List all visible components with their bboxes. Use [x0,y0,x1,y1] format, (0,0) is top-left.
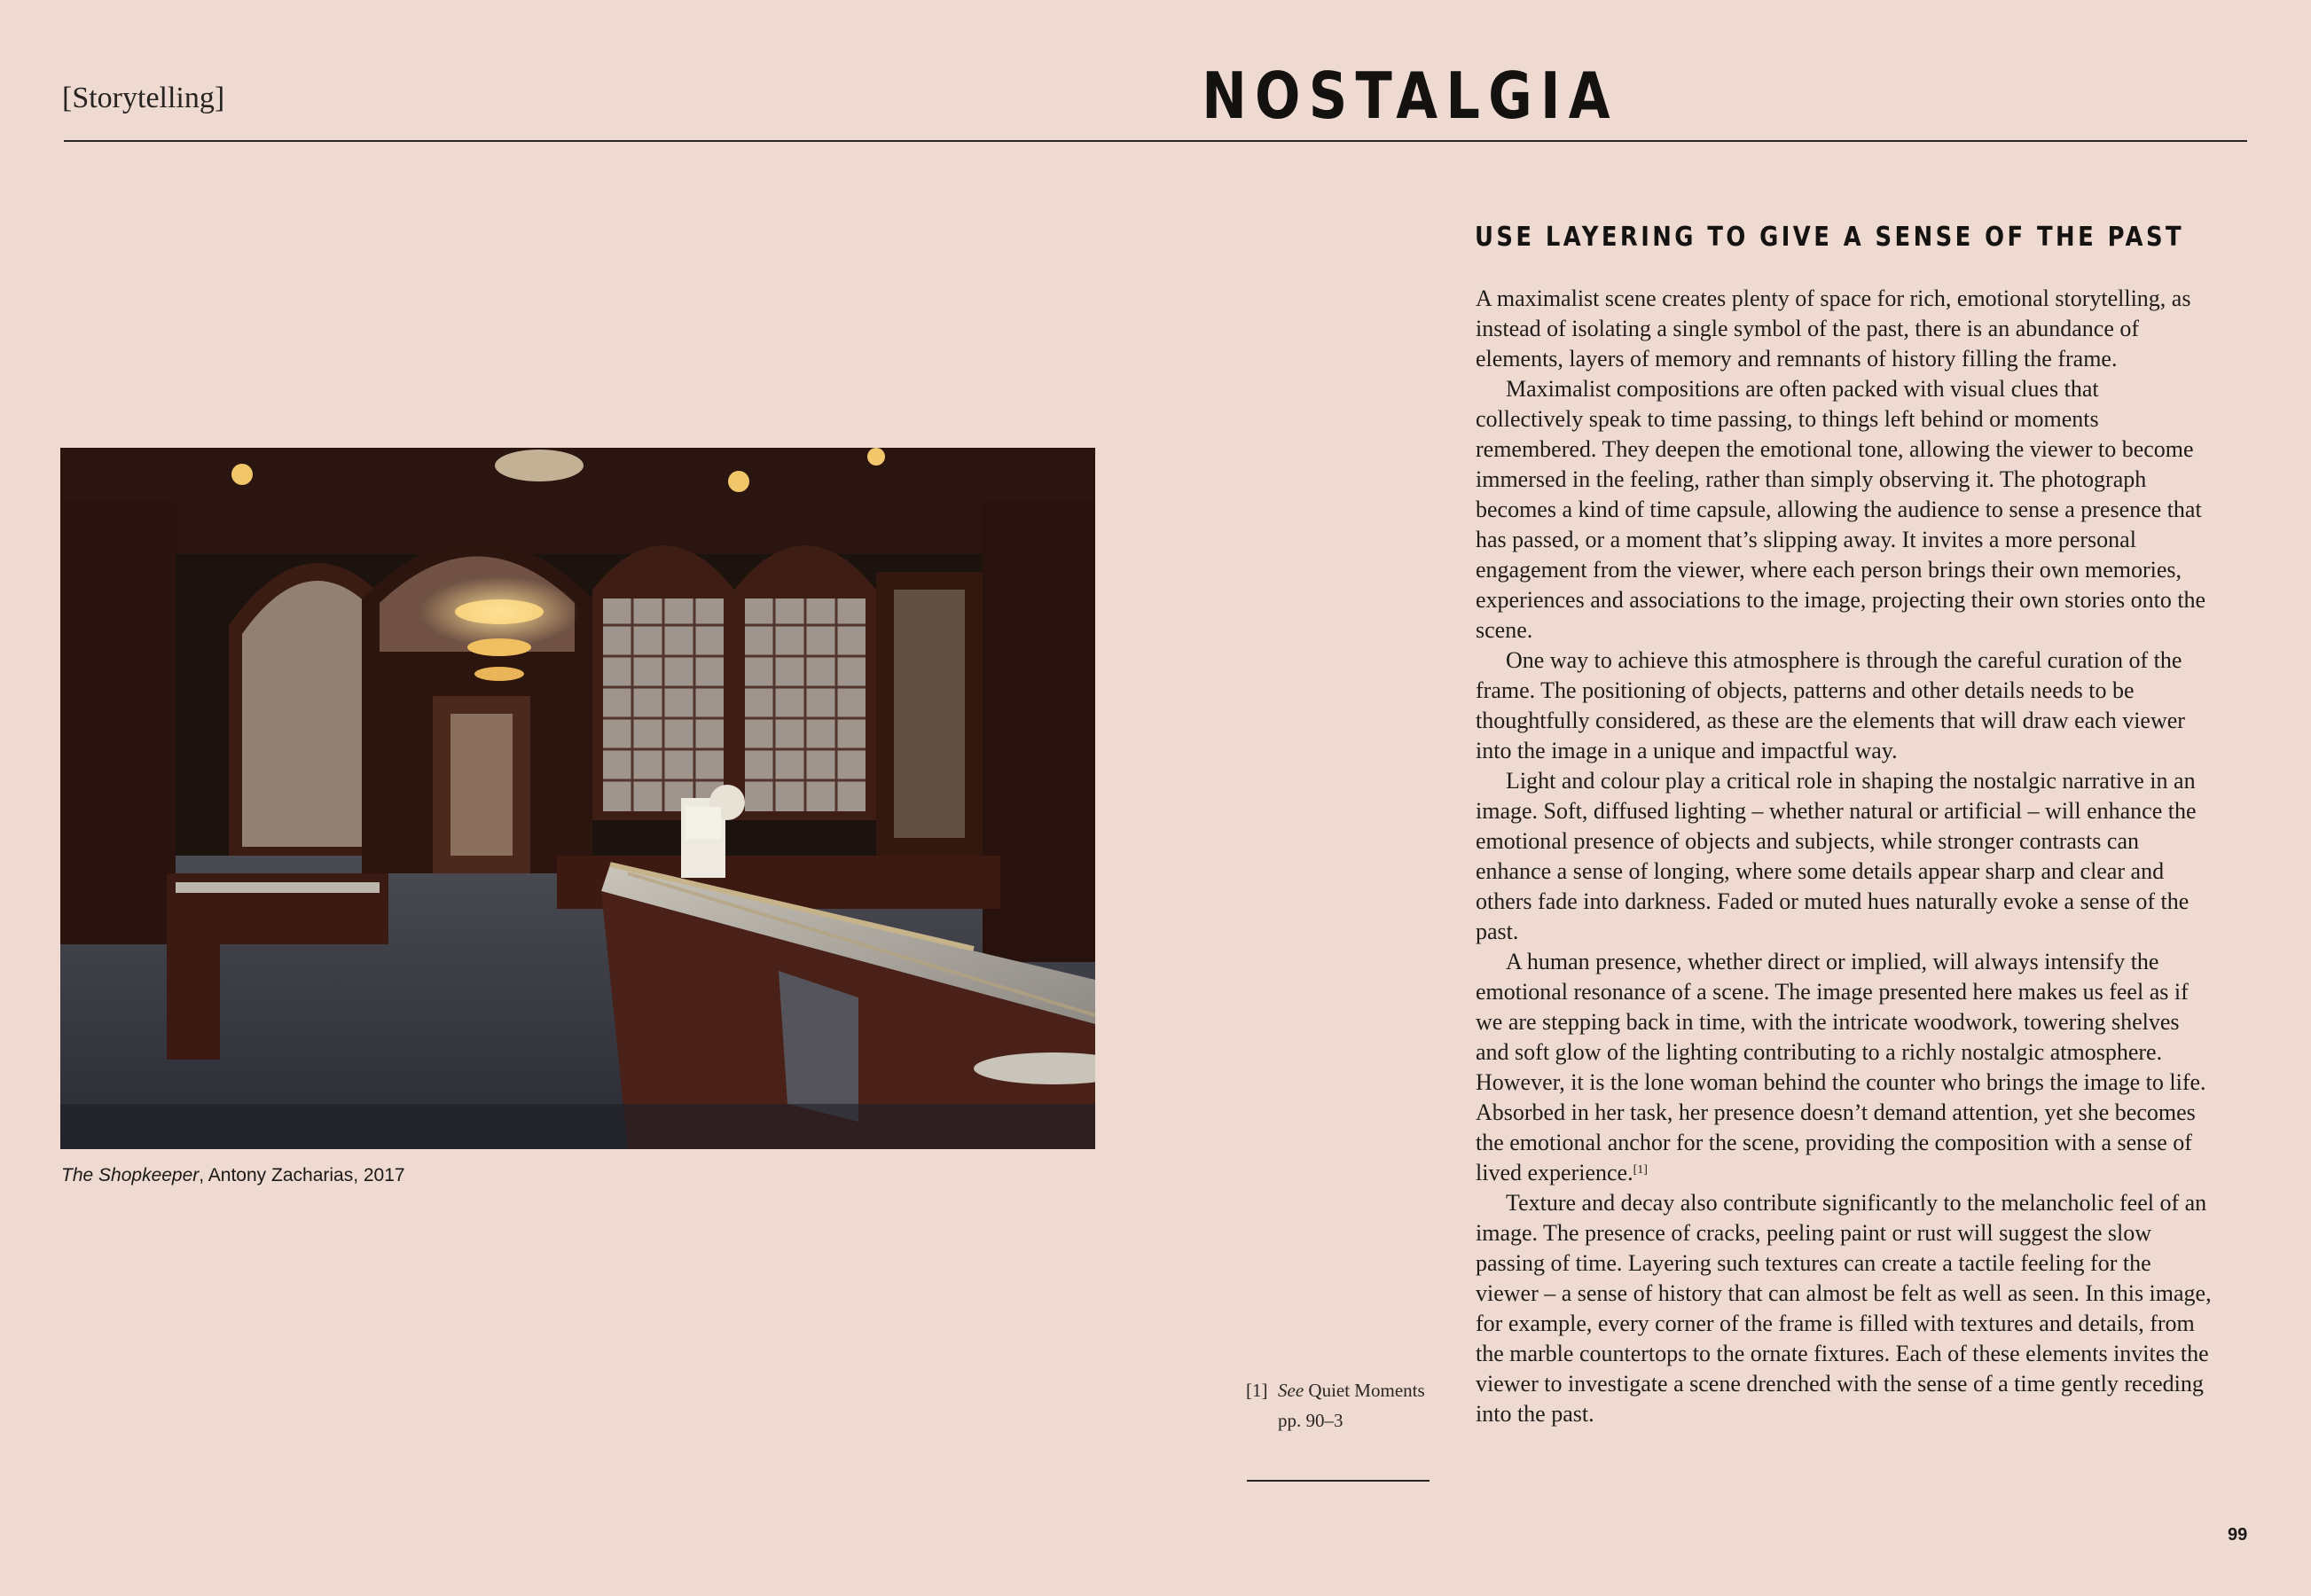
sidenote-body [1278,1375,1428,1436]
article-paragraph: Texture and decay also contribute significantly to the melancholic feel of an image. The presence of cracks, peeling paint or rust will suggest the slow passing of time. Layering such textures can create a tactile feeling for the viewer – a sense of history that can almost be felt as well as seen. In this image, for example, every corner of the frame is filled with textures and details, from the marble countertops to the ornate fixtures. Each of these elements invites the viewer to investigate a scene drenched with the sense of a time gently receding into the past. [1476,1190,2212,1427]
article-paragraph: Light and colour play a critical role in shaping the nostalgic narrative in an image. Soft, diffused lighting – whether natural or artificial – will enhance the emotional presence of objects and subjects, while stronger contrasts can enhance a sense of longing, where some details appear sharp and clear and others fade into darkness. Faded or muted hues naturally evoke a sense of the past. [1476,768,2197,944]
page-title: NOSTALGIA [1202,59,1618,133]
sidenote-rule [1247,1480,1430,1482]
article-paragraph: Maximalist compositions are often packed with visual clues that collectively speak to time passing, to things left behind or moments remembered. They deepen the emotional tone, allowing the viewer to become immersed in the feeling, rather than simply observing it. The photograph becomes a kind of time capsule, allowing the audience to sense a presence that has passed, or a moment that’s slipping away. It invites a more personal engagement from the viewer, where each person brings their own memories, experiences and associations to the image, projecting their own stories onto the scene. [1476,376,2206,643]
article-paragraph [1476,947,2212,1188]
article-heading: USE LAYERING TO GIVE A SENSE OF THE PAST [1475,222,2185,253]
article-paragraph-text: A human presence, whether direct or implied, will always intensify the emotional resonance of a scene. The image presented here makes us feel as if we are stepping back in time, with the intricate woodwork, towering shelves and soft glow of the lighting contributing to a richly nostalgic atmosphere. However, it is the lone woman behind the counter who brings the image to life. Absorbed in her task, her presence doesn’t demand attention, yet she becomes the emotional anchor for the scene, providing the composition with a sense of lived experience. [1476,949,2206,1185]
pharmacy-photo [60,448,1095,1149]
caption-title: The Shopkeeper [61,1165,200,1185]
article-paragraph: One way to achieve this atmosphere is through the careful curation of the frame. The positioning of objects, patterns and other details needs to be thoughtfully considered, as these are the elements that will draw each viewer into the image in a unique and impactful way. [1476,647,2185,763]
page-number: 99 [2228,1525,2248,1545]
sidenote [1246,1375,1428,1436]
sidenote-text: Quiet Moments pp. 90–3 [1278,1380,1425,1431]
article-body [1476,284,2212,1429]
sidenote-number: [1] [1246,1380,1268,1401]
photo-caption [61,1165,405,1186]
sidenote-see: See [1278,1380,1304,1401]
header-rule [64,140,2247,142]
article-paragraph: A maximalist scene creates plenty of space for rich, emotional storytelling, as instead of isolating a single symbol of the past, there is an abundance of elements, layers of memory and remnants of history filling the frame. [1476,286,2191,372]
caption-credit: , Antony Zacharias, 2017 [199,1165,405,1185]
footnote-marker[interactable]: [1] [1633,1163,1648,1177]
section-label: [Storytelling] [62,82,225,114]
